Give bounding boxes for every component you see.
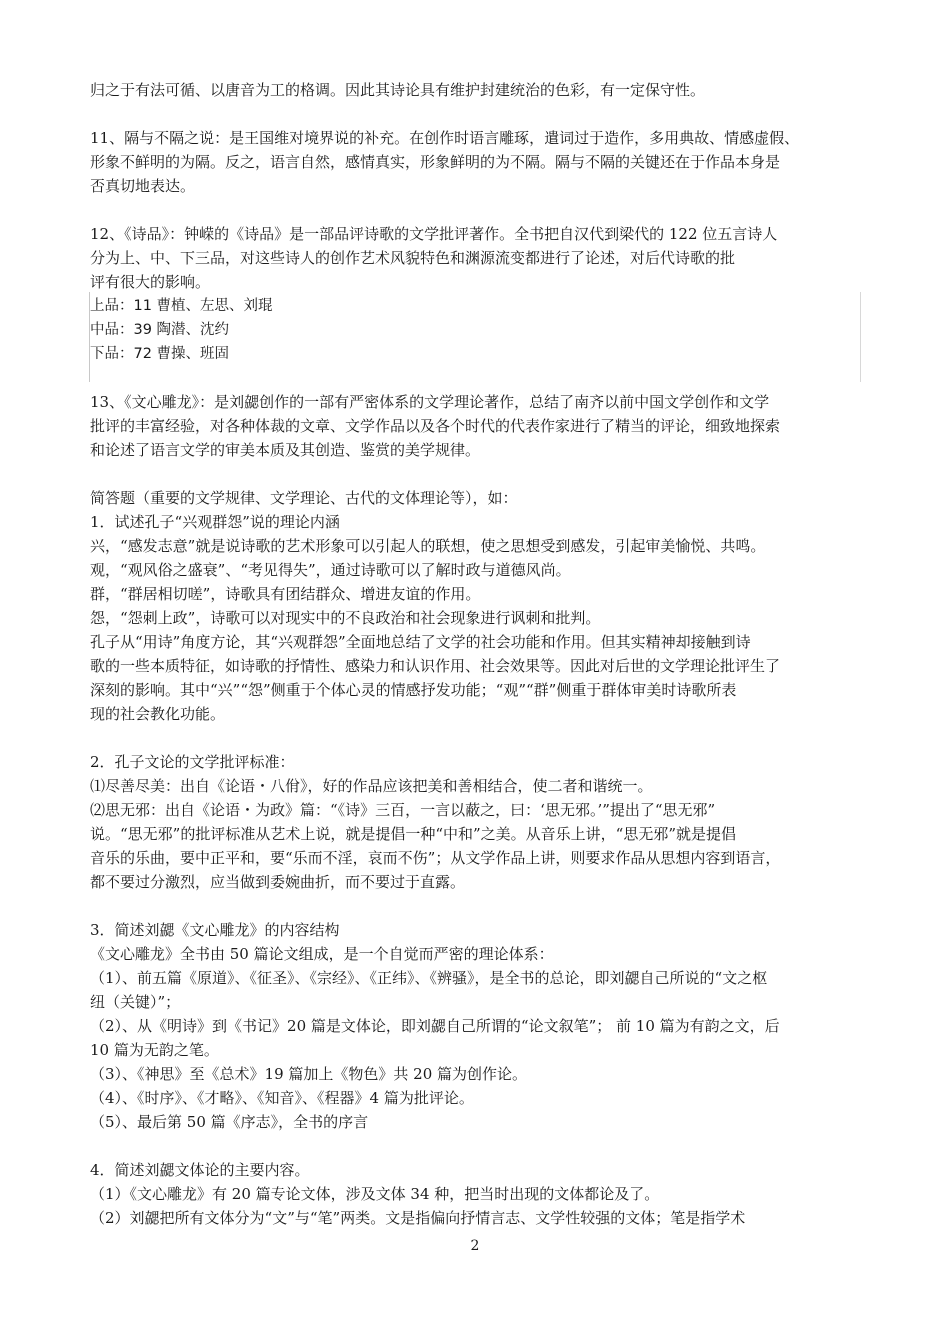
table-row-upper-grade: 上品：11 曹植、左思、刘琨 [90,298,273,314]
question-heading: 2．孔子文论的文学批评标准： [90,753,295,771]
question-heading: 4．简述刘勰文体论的主要内容。 [90,1161,310,1179]
text-line: 13、《文心雕龙》：是刘勰创作的一部有严密体系的文学理论著作，总结了南齐以前中国文学创作和文学 [90,393,770,411]
text-line: 评有很大的影响。 [90,273,211,291]
text-line: （2）、从《明诗》到《书记》20 篇是文体论，即刘勰自己所谓的“论文叙笔”； 前 10 篇为有韵之文，后 [90,1017,780,1035]
text-line: （4）、《时序》、《才略》、《知音》、《程器》4 篇为批评论。 [90,1089,474,1107]
text-line: 和论述了语言文学的审美本质及其创造、鉴赏的美学规律。 [90,441,481,459]
text-line: 深刻的影响。其中“兴”“怨”侧重于个体心灵的情感抒发功能；“观”“群”侧重于群体审美时诗歌所表 [90,681,737,699]
text-line: 说。“思无邪”的批评标准从艺术上说，就是提倡一种“中和”之美。从音乐上讲，“思无邪”就是提倡 [90,825,737,843]
text-line: 歌的一些本质特征，如诗歌的抒情性、感染力和认识作用、社会效果等。因此对后世的文学理论批评生了 [90,657,781,675]
text-line: 都不要过分激烈，应当做到委婉曲折，而不要过于直露。 [90,873,466,891]
page-number: 2 [470,1238,480,1254]
text-line: ⑵思无邪：出自《论语・为政》篇：“《诗》三百，一言以蔽之，曰：‘思无邪。’”提出了“思无邪” [90,801,716,819]
text-line: ⑴尽善尽美：出自《论语・八佾》，好的作品应该把美和善相结合，使二者和谐统一。 [90,777,653,795]
text-line: 12、《诗品》：钟嵘的《诗品》是一部品评诗歌的文学批评著作。全书把自汉代到梁代的 122 位五言诗人 [90,225,778,243]
question-heading: 1．试述孔子“兴观群怨”说的理论内涵 [90,513,340,531]
text-line: （1）《文心雕龙》有 20 篇专论文体，涉及文体 34 种，把当时出现的文体都论及了。 [90,1185,660,1203]
text-line: 兴，“感发志意”就是说诗歌的艺术形象可以引起人的联想，使之思想受到感发，引起审美愉悦、共鸣。 [90,537,766,555]
text-line: 纽（关键）”； [90,993,181,1011]
text-line: （1）、前五篇《原道》、《征圣》、《宗经》、《正纬》、《辨骚》，是全书的总论，即刘勰自己所说的“文之枢 [90,969,768,987]
section-heading: 简答题（重要的文学规律、文学理论、古代的文体理论等），如： [90,489,518,507]
text-line: 11、隔与不隔之说：是王国维对境界说的补充。在创作时语言雕琢，遣词过于造作，多用典故、情感虚假、 [90,129,800,147]
table-row-lower-grade: 下品：72 曹操、班固 [90,346,230,362]
text-line: 分为上、中、下三品，对这些诗人的创作艺术风貌特色和渊源流变都进行了论述，对后代诗歌的批 [90,249,736,267]
text-line: 归之于有法可循、以唐音为工的格调。因此其诗论具有维护封建统治的色彩，有一定保守性。 [90,81,706,99]
table-row-middle-grade: 中品：39 陶潜、沈约 [90,322,230,338]
text-line: （2）刘勰把所有文体分为“文”与“笔”两类。文是指偏向抒情言志、文学性较强的文体；笔是指学术 [90,1209,746,1227]
text-line: 批评的丰富经验，对各种体裁的文章、文学作品以及各个时代的代表作家进行了精当的评论，细致地探索 [90,417,781,435]
text-line: 群，“群居相切嗟”，诗歌具有团结群众、增进友谊的作用。 [90,585,481,603]
text-line: 《文心雕龙》全书由 50 篇论文组成，是一个自觉而严密的理论体系： [90,945,554,963]
question-heading: 3．简述刘勰《文心雕龙》的内容结构 [90,921,340,939]
text-line: 现的社会教化功能。 [90,705,226,723]
text-line: 10 篇为无韵之笔。 [90,1041,219,1059]
text-line: 音乐的乐曲，要中正平和，要“乐而不淫，哀而不伤”；从文学作品上讲，则要求作品从思想内容到语言， [90,849,781,867]
text-line: 形象不鲜明的为隔。反之，语言自然，感情真实，形象鲜明的为不隔。隔与不隔的关键还在于作品本身是 [90,153,781,171]
text-line: （3）、《神思》至《总术》19 篇加上《物色》共 20 篇为创作论。 [90,1065,528,1083]
text-line: 否真切地表达。 [90,177,196,195]
text-line: 孔子从“用诗”角度方论，其“兴观群怨”全面地总结了文学的社会功能和作用。但其实精神却接触到诗 [90,633,751,651]
text-line: 观，“观风俗之盛衰”、“考见得失”，通过诗歌可以了解时政与道德风尚。 [90,561,571,579]
text-line: （5）、最后第 50 篇《序志》，全书的序言 [90,1113,369,1131]
text-line: 怨，“怨刺上政”，诗歌可以对现实中的不良政治和社会现象进行讽刺和批判。 [90,609,601,627]
